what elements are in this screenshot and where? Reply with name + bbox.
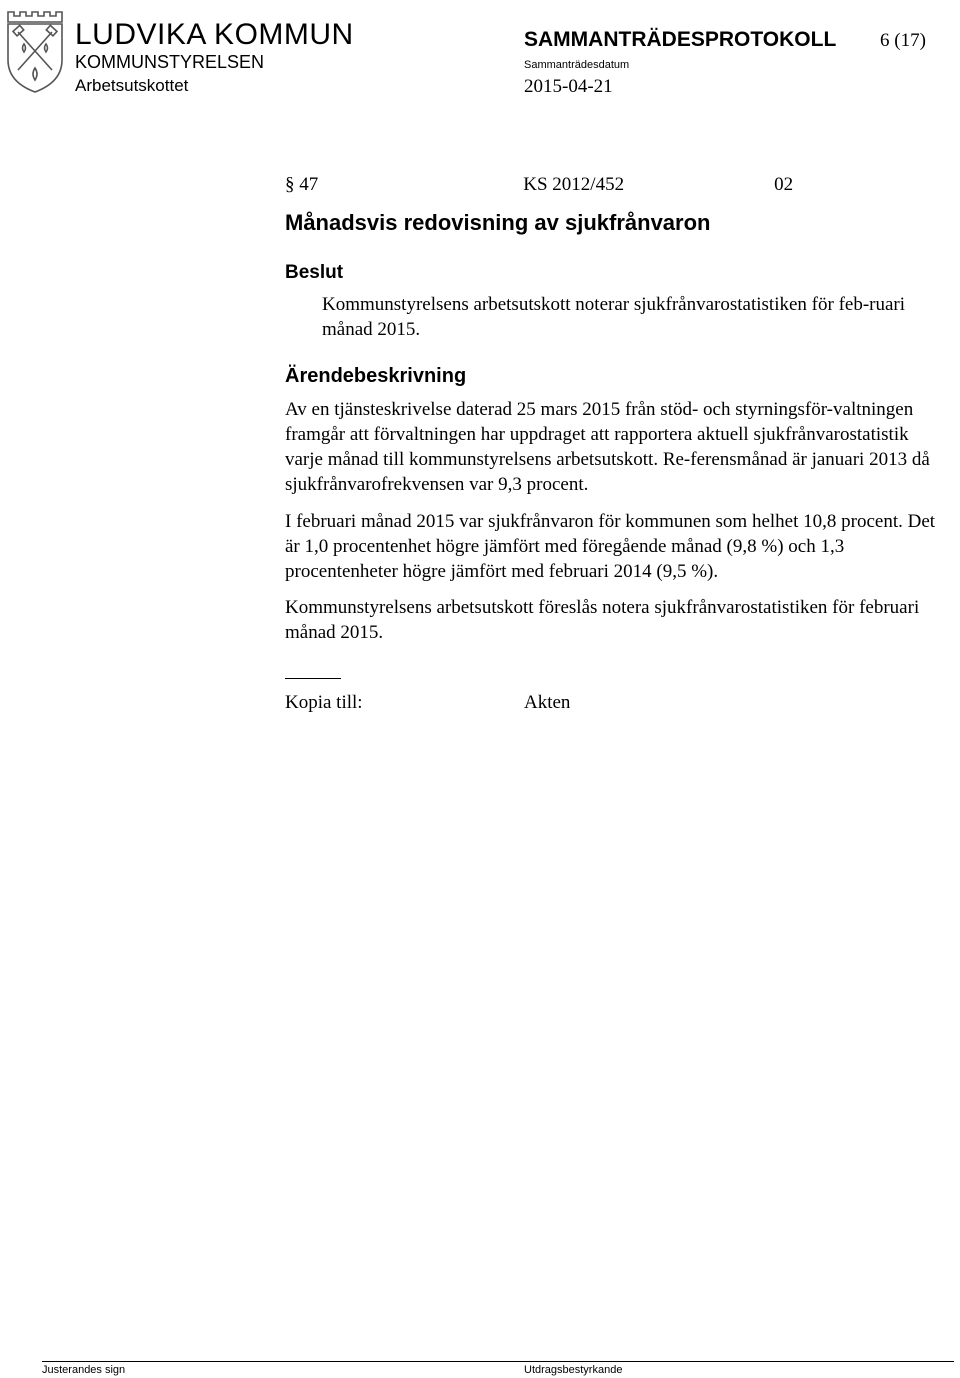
unit-name: KOMMUNSTYRELSEN <box>75 52 265 72</box>
case-title: Månadsvis redovisning av sjukfrånvaron <box>285 210 711 235</box>
organization-name: LUDVIKA KOMMUN <box>75 18 354 51</box>
case-number: KS 2012/452 <box>523 174 625 195</box>
extract-label: Utdragsbestyrkande <box>524 1364 623 1376</box>
copy-to-label: Kopia till: <box>285 692 363 713</box>
committee-name: Arbetsutskottet <box>75 76 189 95</box>
case-code: 02 <box>774 174 794 195</box>
description-paragraph: Kommunstyrelsens arbetsutskott föreslås notera sjukfrånvarostatistiken för februari månad 2015. <box>285 597 920 643</box>
date-label: Sammanträdesdatum <box>524 59 630 71</box>
document-type: SAMMANTRÄDESPROTOKOLL <box>524 28 837 51</box>
copy-to-recipient: Akten <box>524 692 571 713</box>
decision-heading: Beslut <box>285 262 344 283</box>
divider <box>285 678 341 679</box>
paragraph-number: § 47 <box>285 174 319 195</box>
page-number: 6 (17) <box>880 30 926 51</box>
description-heading: Ärendebeskrivning <box>285 365 467 387</box>
coat-of-arms-icon <box>2 8 68 94</box>
description-paragraph: Av en tjänsteskrivelse daterad 25 mars 2015 från stöd- och styrningsför-valtningen framgår att förvaltningen har uppdraget att rapportera aktuell sjukfrånvarostatistik varje månad till kommunstyrelsens arbetsutskott. Re-ferensmånad är januari 2013 då sjukfrånvarofrekvensen var 9,3 procent. <box>285 399 930 495</box>
footer-divider <box>42 1361 954 1362</box>
case-header <box>285 174 793 196</box>
decision-text: Kommunstyrelsens arbetsutskott noterar sjukfrånvarostatistiken för feb-ruari månad 2015. <box>322 294 906 340</box>
description-paragraph: I februari månad 2015 var sjukfrånvaron för kommunen som helhet 10,8 procent. Det är 1,0 procentenhet högre jämfört med föregående månad (9,8 %) och 1,3 procentenheter högre jämfört med februari 2014 (9,5 %). <box>285 511 936 582</box>
meeting-date: 2015-04-21 <box>524 76 613 97</box>
signature-label: Justerandes sign <box>42 1364 126 1376</box>
